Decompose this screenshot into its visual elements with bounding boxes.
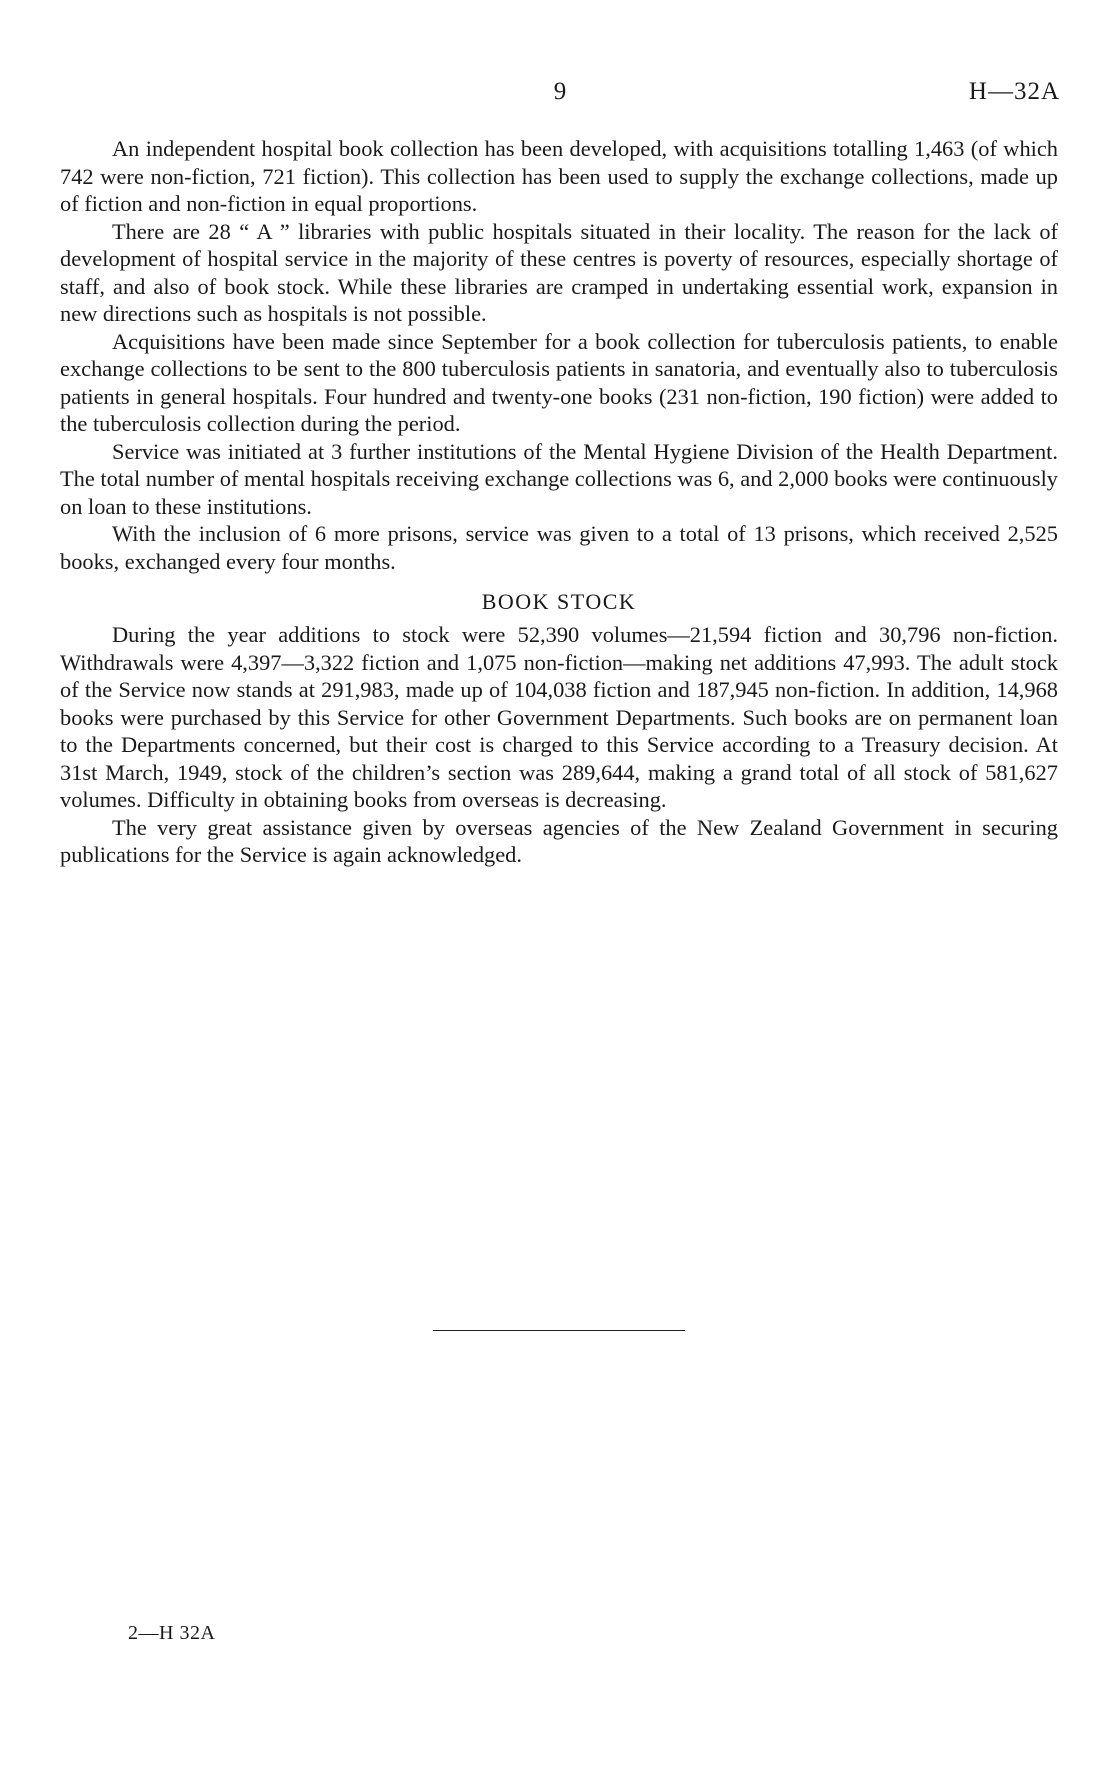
paragraph-prisons: With the inclusion of 6 more prisons, service was given to a total of 13 prisons, which received 2,525 books, exchanged every four months. bbox=[60, 521, 1058, 574]
paragraph-mental-hygiene: Service was initiated at 3 further institutions of the Mental Hygiene Division of the Health Department. The total number of mental hospitals receiving exchange collections was 6, and 2,000 books were continuously on loan to these institutions. bbox=[60, 438, 1058, 519]
section-heading-book-stock: BOOK STOCK bbox=[481, 589, 637, 614]
footer-signature-reference: 2—H 32A bbox=[128, 1622, 216, 1644]
document-reference: H—32A bbox=[968, 78, 1060, 105]
paragraph-acknowledgement: The very great assistance given by overseas agencies of the New Zealand Government in securing publications for the Service is again acknowledged. bbox=[60, 814, 1058, 867]
page-number: 9 bbox=[553, 78, 567, 105]
paragraph-hospital-collection: An independent hospital book collection has been developed, with acquisitions totalling 1,463 (of which 742 were non-fiction, 721 fiction). This collection has been used to supply the exchange collections, made up of fiction and non-fiction in equal proportions. bbox=[60, 136, 1058, 216]
paragraph-stock-additions: During the year additions to stock were 52,390 volumes—21,594 fiction and 30,796 non-fiction. Withdrawals were 4,397—3,322 fiction and 1,075 non-fiction—making net additions 47,993. The adult stock of the Service now stands at 291,983, made up of 104,038 fiction and 187,945 non-fiction. In addition, 14,968 books were purchased by this Service for other Government Departments. Such books are on permanent loan to the Departments concerned, but their cost is charged to this Service according to a Treasury decision. At 31st March, 1949, stock of the children’s section was 289,644, making a grand total of all stock of 581,627 volumes. Difficulty in obtaining books from overseas is decreasing. bbox=[60, 622, 1058, 812]
body-text bbox=[60, 135, 1058, 869]
divider-rule bbox=[433, 1330, 685, 1331]
paragraph-a-libraries: There are 28 “ A ” libraries with public hospitals situated in their locality. The reason for the lack of development of hospital service in the majority of these centres is poverty of resources, especially shortage of staff, and also of book stock. While these libraries are cramped in undertaking essential work, expansion in new directions such as hospitals is not possible. bbox=[60, 218, 1058, 326]
paragraph-tuberculosis: Acquisitions have been made since September for a book collection for tuberculosis patients, to enable exchange collections to be sent to the 800 tuberculosis patients in sanatoria, and eventually also to tuberculosis patients in general hospitals. Four hundred and twenty-one books (231 non-fiction, 190 fiction) were added to the tuberculosis collection during the period. bbox=[60, 328, 1058, 436]
